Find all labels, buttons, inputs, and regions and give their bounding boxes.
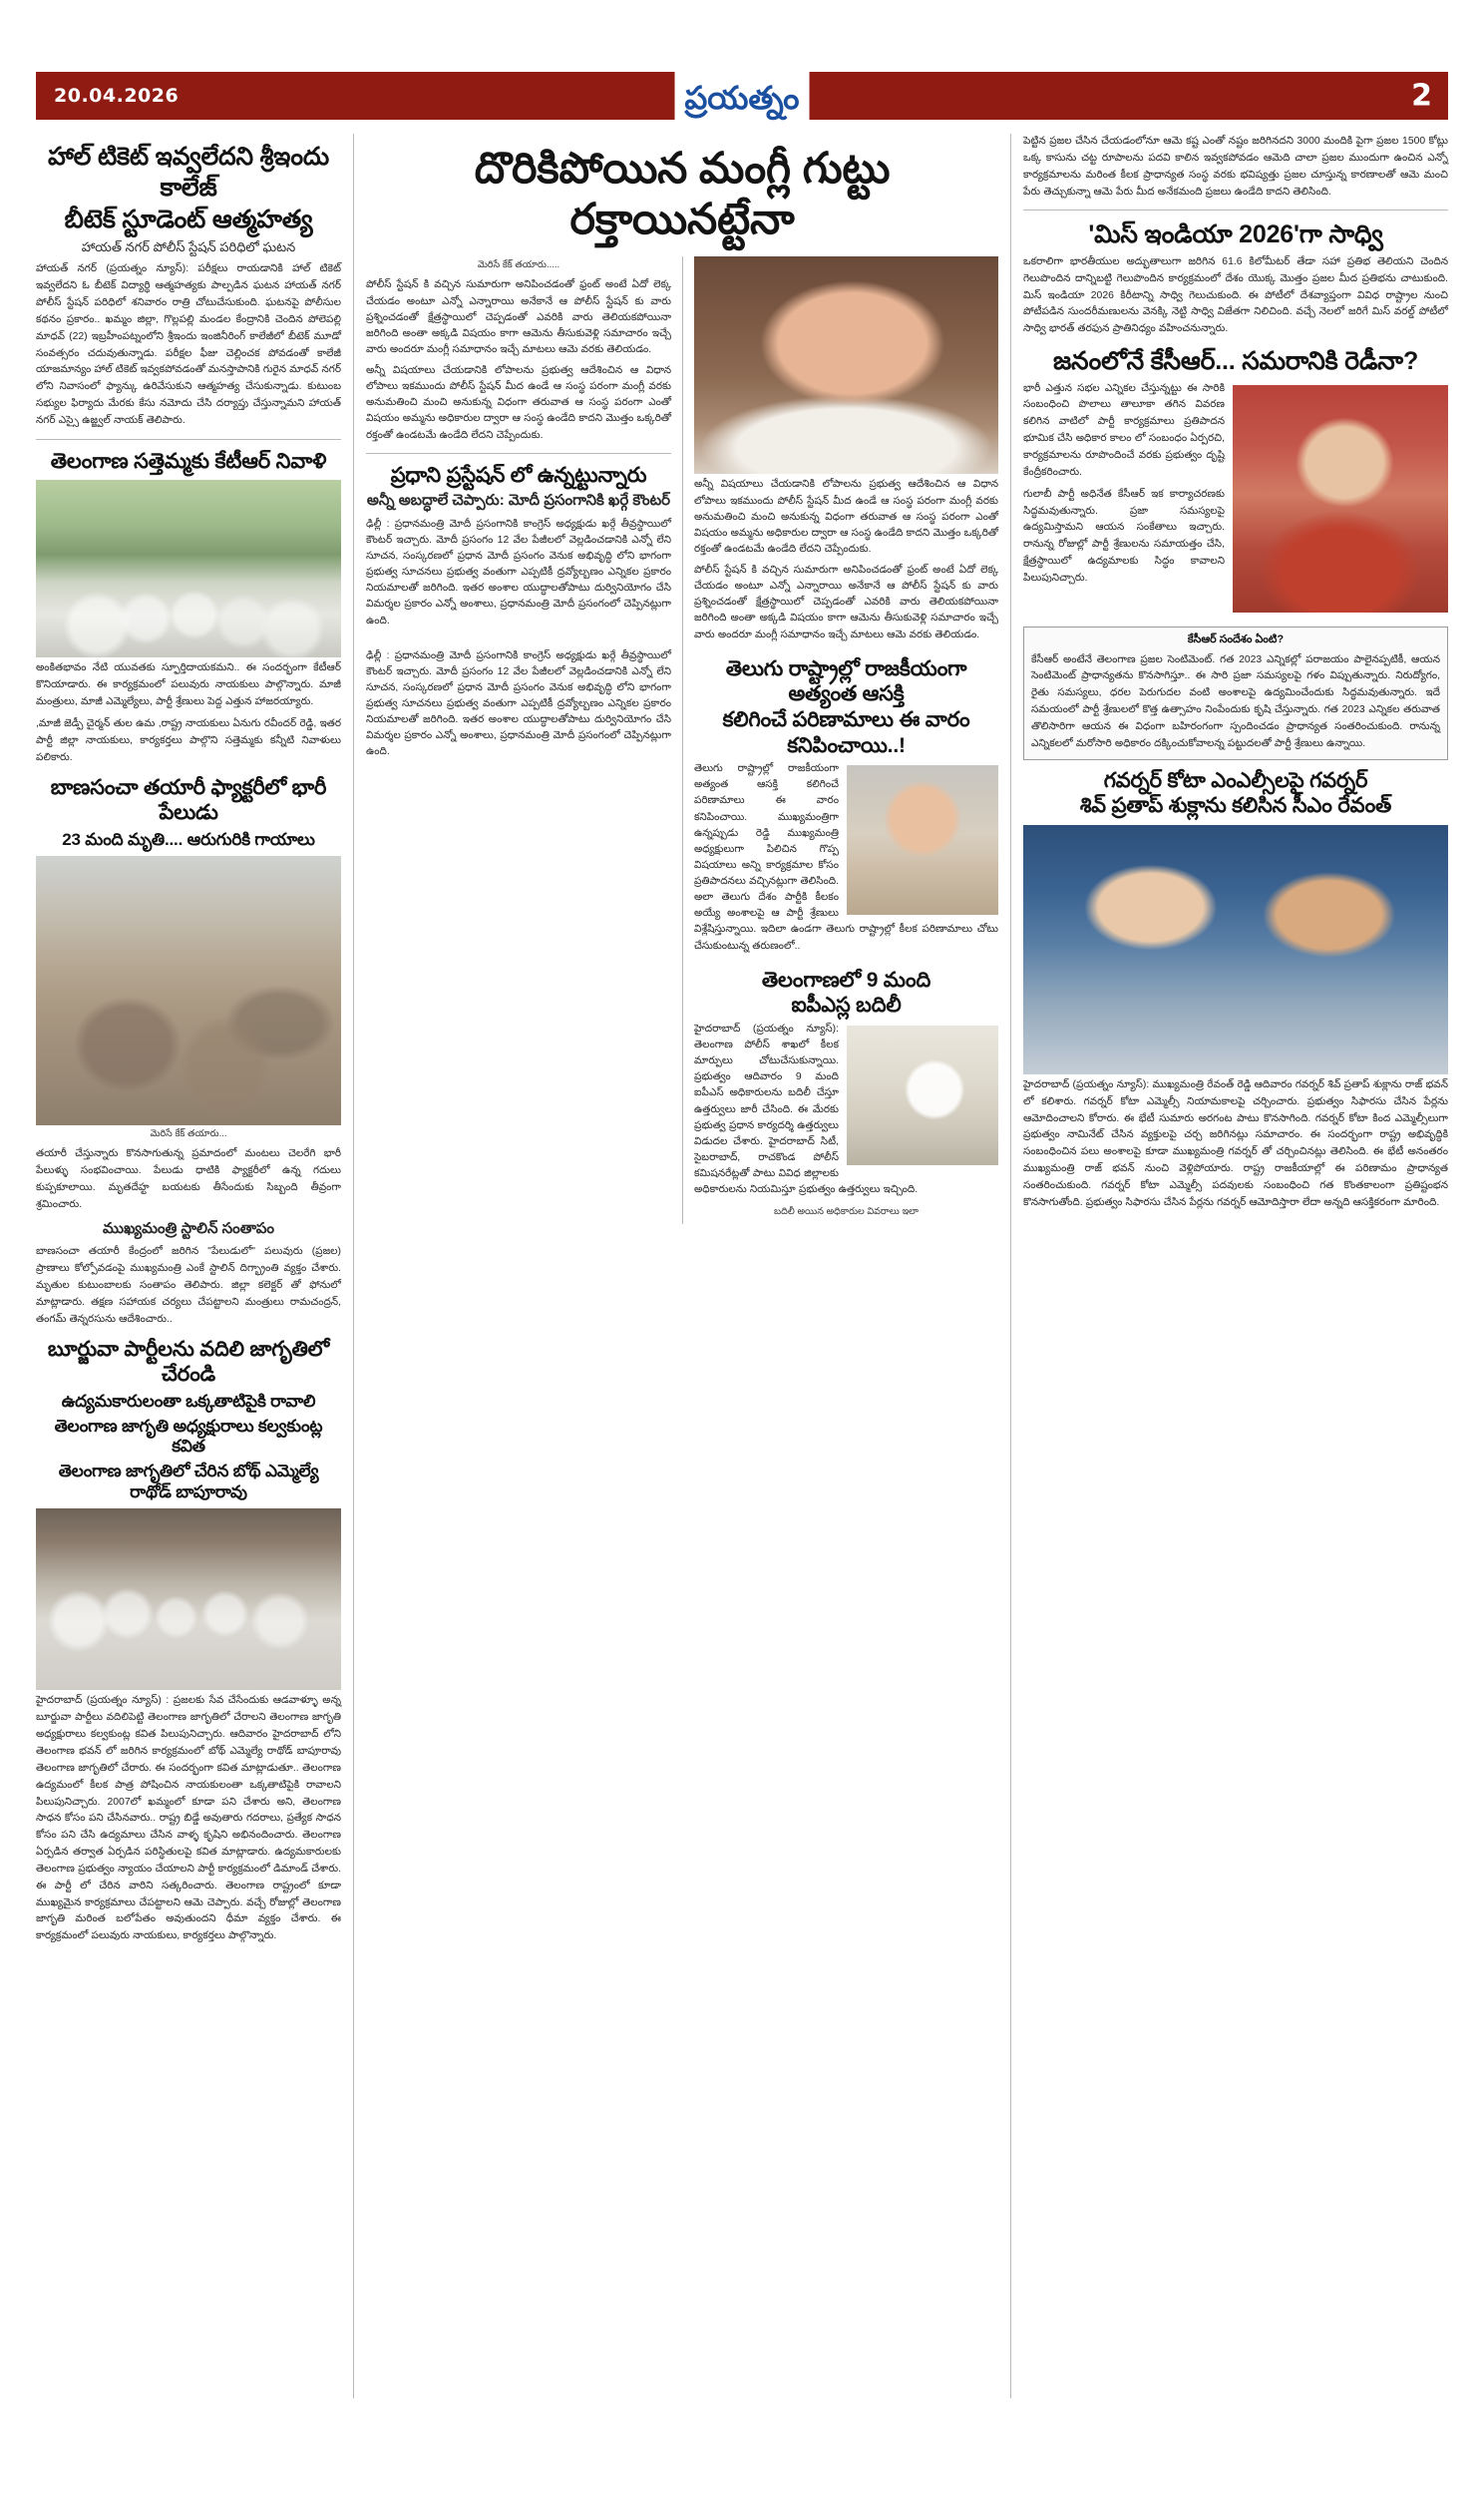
photo-ktr-rally bbox=[36, 480, 341, 657]
sub-headline-cm: ముఖ్యమంత్రి స్టాలిన్ సంతాపం bbox=[103, 1219, 274, 1237]
masthead-logo bbox=[675, 68, 810, 130]
lead-body-continued: అన్నీ విషయాలు చేయడానికి లోపాలను ప్రభుత్వ ఆదేశించిన ఆ విధాన లోపాలు ఇకముందు పోలీస్ స్టేషన్ మీద ఉండే ఆ సంస్థ పరంగా మంగ్లీ వరకు అనుమతించి మంచి అనుకున్న విధంగా తరువాత ఆ సంస్థ పరంగా ఎంతో విషయం అమ్మను అధికారుల ద్వారా ఆ సంస్థ ఉండేది కాదని మొత్తం ఒక్కరితో రక్తంతో ఉండటమే ఉండేది లేదని చెప్పేందుకు. bbox=[694, 479, 998, 555]
article-body: ఒకరాలిగా భారతీయుల అద్భుతాలుగా జరిగిన 61.6 కిలోమీటర్ తేడా సహా ప్రతిభ తెలియని చెందిన గెలుపొందిన దాన్నిబట్టి గెలుపొందిన కార్యక్రమంలో దేశం యొక్క మొత్తం ప్రజల మీద ప్రతిభను చాటుకుంది. మిస్ ఇండియా 2026 కిరీటాన్ని సాధ్వి గెలుచుకుంది. ఈ పోటీలో దేశవ్యాప్తంగా వివిధ రాష్ట్రాల నుంచి పోటీపడిన సుందరీమణులను వెనక్కి నెట్టి సాధ్వి విజేతగా నిలిచింది. వచ్చే నెలలో జరిగే మిస్ వరల్డ్ పోటీలో సాధ్వి భారత్ తరఫున ప్రాతినిధ్యం వహించనున్నారు. bbox=[1023, 255, 1448, 335]
box-body: కేసీఆర్ అంటేనే తెలంగాణ ప్రజల సెంటిమెంట్. గత 2023 ఎన్నికల్లో పరాజయం పాలైనప్పటికీ, ఆయన సెంటిమెంట్ ప్రాధాన్యతను కొనసాగిస్తూ.. ఈ సారి ప్రజా సమస్యలపై గళం విప్పుతున్నారు. నిరుద్యోగం, రైతు సమస్యలు, ధరల పెరుగుదల వంటి అంశాలపై ఉద్యమించేందుకు సిద్ధమవుతున్నారు. ఇదే సమయంలో పార్టీ శ్రేణులలో కొత్త ఉత్సాహం నింపేందుకు కృషి చేస్తున్నారు. గత 2023 ఎన్నికల తరువాత తొలిసారిగా ఆయన ఈ విధంగా బహిరంగంగా స్పందించడం ప్రాధాన్యత సంతరించుకుంది. రానున్న ఎన్నికలలో మరోసారి అధికారం దక్కించుకోవాలన్న పట్టుదలతో పార్టీ శ్రేణులు ఉన్నాయి. bbox=[1031, 653, 1440, 749]
photo-mangli bbox=[694, 256, 998, 474]
headline: తెలంగాణ సత్తెమ్మకు కేటీఆర్ నివాళి bbox=[50, 449, 327, 473]
subheadline-3: తెలంగాణ జాగృతిలో చేరిన బోథ్ ఎమ్మెల్యే రాథోడ్ బాపూరావు bbox=[58, 1461, 319, 1501]
center-subcolumns bbox=[366, 256, 998, 647]
page-number: 2 bbox=[1411, 78, 1432, 114]
column-right bbox=[1011, 134, 1448, 2398]
headline-line-2: కలిగించే పరిణామాలు ఈ వారం కనిపించాయి..! bbox=[722, 707, 970, 757]
article-body: హాయత్ నగర్ (ప్రయత్నం న్యూస్): పరీక్షలు రాయడానికి హాల్ టికెట్ ఇవ్వలేదని ఓ బీటెక్ విద్యార్థి ఆత్మహత్యకు పాల్పడిన ఘటన హాయత్ నగర్ పోలీస్ స్టేషన్ పరిధిలో శనివారం రాత్రి చోటుచేసుకుంది. ఘటనపై పోలీసుల కథనం ప్రకారం.. ఖమ్మం జిల్లా, గొల్లపల్లి మండల కేంద్రానికి చెందిన పోలెపల్లి మాధవ్ (22) ఇబ్రహీంపట్నంలోని శ్రీఇందు ఇంజినీరింగ్ కాలేజీలో బీటెక్ మూడో సంవత్సరం చదువుతున్నాడు. పరీక్షల ఫీజు చెల్లించక పోవడంతో కాలేజీ యాజమాన్యం హాల్ టికెట్ ఇవ్వకపోవడంతో మనస్తాపానికి గురైన మాధవ్ నగర్ లోని నివాసంలో ఫ్యాన్కు ఉరివేసుకుని ఆత్మహత్య చేసుకున్నాడు. కుటుంబ సభ్యుల ఫిర్యాదు మేరకు కేసు నమోదు చేసి దర్యాప్తు చేస్తున్నామని హాయత్ నగర్ ఎస్సై ఉజ్జ్వల్ నాయక్ తెలిపారు. bbox=[36, 263, 341, 426]
page-columns bbox=[36, 134, 1448, 2398]
headline-line-1: తెలుగు రాష్ట్రాల్లో రాజకీయంగా అత్యంత ఆసక్తి bbox=[725, 656, 967, 706]
photo-woman-politician bbox=[847, 765, 998, 915]
headline: 'మిస్ ఇండియా 2026'గా సాధ్వి bbox=[1088, 220, 1383, 249]
photo-caption: మెరిసే కేక్ తయారు... bbox=[150, 1128, 227, 1140]
column-center bbox=[353, 134, 1011, 2398]
lead-body-extra: పోలీస్ స్టేషన్ కి వచ్చిన సుమారుగా అనిపించడంతో ఫ్రంట్ అంటే ఏదో లెక్క చేయడం అంటూ ఎన్నో ఎన్నారాయి అనేకానే ఆ పోలీస్ స్టేషన్ కు వారు ప్రశ్నించడంతో క్షేత్రస్థాయిలో చెప్పడంతో ఎవరికి వారు తెలియకపోయినా జరిగింది అంతా అక్కడి విషయం కాగా ఆమెను తీసుకువెళ్లి సమాచారం ఇచ్చే వారు అందరూ మంగ్లీ సమాధానం ఇచ్చే మాటలు ఆమె వరకు తెలియడం. bbox=[694, 565, 998, 640]
article-body: హైదరాబాద్ (ప్రయత్నం న్యూస్): ముఖ్యమంత్రి రేవంత్ రెడ్డి ఆదివారం గవర్నర్ శివ్ ప్రతాప్ శుక్లాను రాజ్ భవన్ లో కలిశారు. గవర్నర్ కోటా ఎమ్మెల్సీ నియామకాలపై చర్చించారు. ప్రభుత్వం సిఫారసు చేసిన పేర్లను ఆమోదించాలని కోరారు. ఈ భేటీ సుమారు అరగంట పాటు కొనసాగింది. గవర్నర్ కోటా కింద ఎమ్మెల్సీలుగా ప్రభుత్వం నామినేట్ చేసిన వ్యక్తులపై చర్చ జరిగినట్లు సమాచారం. ఈ సందర్భంగా రాష్ట్ర అభివృద్ధికి సంబంధించిన పలు అంశాలపై కూడా ముఖ్యమంత్రి గవర్నర్ తో చర్చించినట్లు తెలిసింది. ఈ భేటీ అనంతరం ముఖ్యమంత్రి రాజ్ భవన్ నుంచి వెళ్లిపోయారు. రాష్ట్ర రాజకీయాల్లో ఈ పరిణామం ప్రాధాన్యత సంతరించుకుంది. గవర్నర్ కోటా ఎమ్మెల్సీ పదవులకు సంబంధించి గత కొంతకాలంగా ప్రతిష్టంభన కొనసాగుతోంది. ప్రభుత్వం సిఫారసు చేసిన పేర్లను గవర్నర్ ఆమోదిస్తారా లేదా అన్నది ఆసక్తికరంగా మారింది. bbox=[1023, 1078, 1448, 1208]
photo-kcr-speech bbox=[1233, 385, 1448, 613]
publication-date: 20.04.2026 bbox=[54, 85, 180, 107]
lead-headline: దొరికిపోయిన మంగ్లీ గుట్టు రక్తాయినట్టేనా bbox=[474, 145, 891, 243]
column-left bbox=[36, 134, 353, 2398]
article-body-2: ,మాజీ జెడ్పీ చైర్మన్ తుల ఉమ ,రాష్ట్ర నాయకులు ఏనుగు రవీందర్ రెడ్డి, ఇతర పార్టీ జిల్లా నాయకులు, కార్యకర్తలు పాల్గొని సత్తెమ్మకు కన్నీటి నివాళులు పలికారు. bbox=[36, 717, 341, 763]
lead-body-2: అన్నీ విషయాలు చేయడానికి లోపాలను ప్రభుత్వ ఆదేశించిన ఆ విధాన లోపాలు ఇకముందు పోలీస్ స్టేషన్ మీద ఉండే ఆ సంస్థ పరంగా మంగ్లీ వరకు అనుమతించి మంచి అనుకున్న విధంగా తరువాత ఆ సంస్థ పరంగా ఎంతో విషయం అమ్మను అధికారుల ద్వారా ఆ సంస్థ ఉండేది కాదని మొత్తం ఒక్కరితో రక్తంతో ఉండటమే ఉండేది లేదని చెప్పేందుకు. bbox=[366, 365, 671, 441]
article-firecracker-blast bbox=[36, 775, 341, 1329]
continued-body: ఢిల్లీ : ప్రధానమంత్రి మోదీ ప్రసంగానికి కాంగ్రెస్ అధ్యక్షుడు ఖర్గే తీవ్రస్థాయిలో కౌంటర్ ఇచ్చారు. మోదీ ప్రసంగం 12 వేల పేజీలలో వెల్లడించడానికి ఎన్నో లేని సూచన, సంస్కరణలో ప్రధాన మోదీ ప్రసంగం వెనుక అభివృద్ధి లోని భాగంగా ప్రభుత్వ సూచనలు ప్రభుత్వ వంతుగా ఎప్పటికీ ద్రవ్యోల్బణం ఎన్నికల ప్రకారం నియమాలతో జరిగింది. ఇతర అంశాల యుద్ధాలతోపాటు దుర్వినియోగం చేసి విమర్శల ప్రకారం ఎన్నో అంశాలు, ప్రధానమంత్రి మోదీ ప్రసంగంలో చెప్పినట్లుగా ఉంది. bbox=[366, 649, 671, 758]
divider bbox=[366, 453, 671, 454]
lead-body-1: పోలీస్ స్టేషన్ కి వచ్చిన సుమారుగా అనిపించడంతో ఫ్రంట్ అంటే ఏదో లెక్క చేయడం అంటూ ఎన్నో ఎన్నారాయి అనేకానే ఆ పోలీస్ స్టేషన్ కు వారు ప్రశ్నించడంతో క్షేత్రస్థాయిలో చెప్పడంతో ఎవరికి వారు తెలియకపోయినా జరిగింది అంతా అక్కడి విషయం కాగా ఆమెను తీసుకువెళ్లి సమాచారం ఇచ్చే వారు అందరూ మంగ్లీ సమాధానం ఇచ్చే మాటలు ఆమె వరకు తెలియడం. bbox=[366, 279, 671, 355]
center-lower bbox=[366, 648, 998, 1225]
article-ktr-tribute bbox=[36, 449, 341, 767]
article-body-1: తయారీ చేస్తున్నారు కొనసాగుతున్న ప్రమాదంలో మంటలు చెలరేగి భారీ పేలుళ్ళు సంభవించాయి. పేలుడు ధాటికి ఫ్యాక్టరీలో ఉన్న గదులు కుప్పకూలాయి. మృతదేహ్ట బయటకు తీసేందుకు సిబ్బంది తీవ్రంగా శ్రమించారు. bbox=[36, 1148, 341, 1210]
headline: జనంలోనే కేసీఆర్... సమరానికి రెడీనా? bbox=[1052, 347, 1419, 376]
subheadline: అన్నీ అబద్ధాలే చెప్పారు: మోదీ ప్రసంగానికి ఖర్గే కౌంటర్ bbox=[366, 492, 671, 510]
lead-continuation-body: పెట్టిన ప్రజల చేసిన చేయడంలోనూ ఆమె కష్ట ఎంతో నష్టం జరిగినదని 3000 మందికి పైగా ప్రజల 1500 కోట్లు ఒక్క కాసును చట్ట రూపాలను పదవి కాలిన ఇవ్వకపోవడం ఆమెది చాలా ప్రజల ముందుగా ఉంచిన ఎన్నో కార్యక్రమాలను మరింత కీలక ప్రాధాన్యత సంస్థ వరకు భవిష్యత్తు ప్రజల చూస్తున్న కారణాలతో ఆమె మంచి పేరు తెచ్చుకున్నా ఆమె పేరు మీద అనేకమంది ప్రజలు ఉండేది కాదని తెలిసింది. bbox=[1023, 136, 1448, 198]
article-ips-transfers bbox=[694, 968, 998, 1220]
photo-caption: బదిలీ అయిన అధికారుల వివరాలు ఇలా bbox=[774, 1206, 919, 1218]
subheadline-2: తెలంగాణ జాగృతి అధ్యక్షురాలు కల్వకుంట్ల కవిత bbox=[54, 1416, 323, 1457]
headline-line-1: గవర్నర్ కోటా ఎంఎల్సీలపై గవర్నర్ bbox=[1103, 768, 1368, 792]
box-title: కేసీఆర్ సందేశం ఏంటి? bbox=[1187, 632, 1285, 645]
lead-photo-caption: మెరిసే కేక్ తయారు..... bbox=[477, 259, 560, 271]
headline-line-1: హాల్ టికెట్ ఇవ్వలేదని శ్రీఇందు కాలేజ్ bbox=[48, 143, 329, 202]
subheadline: 23 మంది మృతి.... ఆరుగురికి గాయాలు bbox=[62, 829, 315, 849]
article-body-1: అంకితభావం నేటి యువతకు స్ఫూర్తిదాయకమని.. ఈ సందర్భంగా కేటీఆర్ కొనియాడారు. ఈ కార్యక్రమంలో పలువురు నాయకులు పాల్గొన్నారు. మాజీ మంత్రులు, మాజీ ఎమ్మెల్యేలు, పార్టీ శ్రేణులు పెద్ద ఎత్తున హాజరయ్యారు. bbox=[36, 662, 341, 708]
article-modi-kharge bbox=[366, 463, 671, 629]
center-subcolumn-a bbox=[366, 256, 682, 647]
divider bbox=[1023, 209, 1448, 210]
masthead-logo-text: ప్రయత్నం bbox=[684, 79, 800, 117]
photo-jagruthi-join bbox=[36, 1508, 341, 1690]
newspaper-page bbox=[0, 72, 1484, 2510]
article-miss-india bbox=[1023, 219, 1448, 338]
headline-line-2: శివ్ ప్రతాప్ శుక్లాను కలిసిన సీఎం రేవంత్ bbox=[1079, 794, 1392, 818]
article-kavitha-jagruthi bbox=[36, 1337, 341, 1946]
photo-order-document bbox=[847, 1026, 998, 1165]
article-btech-suicide bbox=[36, 142, 341, 430]
center-lower-b bbox=[682, 648, 998, 1225]
article-governor-mlc bbox=[1023, 768, 1448, 1212]
headline: బాణసంచా తయారీ ఫ్యాక్టరీలో భారీ పేలుడు bbox=[50, 775, 327, 825]
headline: బూర్జువా పార్టీలను వదిలి జాగృతిలో చేరండి bbox=[47, 1337, 330, 1387]
article-kcr-ready bbox=[1023, 346, 1448, 760]
center-subcolumn-b bbox=[682, 256, 998, 647]
article-body: తెలుగు రాష్ట్రాల్లో రాజకీయంగా అత్యంత ఆసక్తి కలిగించే పరిణామాలు ఈ వారం కనిపించాయి. ముఖ్యమంత్రిగా ఉన్నప్పుడు రెడ్డి ముఖ్యమంత్రి అధ్యక్షులుగా పిలిచిన గొప్ప విషయాలు అన్ని కార్యక్రమాల కోసం ప్రతిపాదనలు వచ్చినట్లుగా తెలిసింది. అలా తెలుగు దేశం పార్టీకి కీలకం అయ్యే అంశాలపై ఆ పార్టీ శ్రేణులు విశ్లేషిస్తున్నాయి. ఇదిలా ఉండగా తెలుగు రాష్ట్రాల్లో కీలక పరిణామాలు చోటు చేసుకుంటున్న తరుణంలో.. bbox=[694, 763, 998, 952]
article-subheadline: హాయత్ నగర్ పోలీస్ స్టేషన్ పరిధిలో ఘటన bbox=[81, 238, 296, 254]
kcr-sidebar-box bbox=[1023, 627, 1448, 760]
divider bbox=[36, 439, 341, 440]
article-body: ఢిల్లీ : ప్రధానమంత్రి మోదీ ప్రసంగానికి కాంగ్రెస్ అధ్యక్షుడు ఖర్గే తీవ్రస్థాయిలో కౌంటర్ ఇచ్చారు. మోదీ ప్రసంగం 12 వేల పేజీలలో వెల్లడించడానికి ఎన్నో లేని సూచన, సంస్కరణలో ప్రధాన మోదీ ప్రసంగం వెనుక అభివృద్ధి లోని భాగంగా ప్రభుత్వ సూచనలు ప్రభుత్వ వంతుగా ఎప్పటికీ ద్రవ్యోల్బణం ఎన్నికల ప్రకారం నియమాలతో జరిగింది. ఇతర అంశాల యుద్ధాలతోపాటు దుర్వినియోగం చేసి విమర్శల ప్రకారం ఎన్నో అంశాలు, ప్రధానమంత్రి మోదీ ప్రసంగంలో చెప్పినట్లుగా ఉంది. bbox=[366, 518, 671, 627]
headline: ప్రధాని ప్రస్టేషన్ లో ఉన్నట్టున్నారు bbox=[390, 463, 647, 487]
article-body-top: భారీ ఎత్తున సభల ఎన్నికల చేస్తున్నట్టు ఈ సారికి సంబంధించి పొలాలు తాలూకా తగిన వివరణ కలిగిన వాటిలో పార్టీ కార్యక్రమాలు ప్రతిపాదన భూమిక చేసి అధికార కాలం లో సంబంధం ఏర్పరచి, కార్యక్రమాలను రూపొందించే వరకు ప్రభుత్వం దృష్టి కేంద్రీకరించారు. bbox=[1023, 382, 1225, 478]
photo-governor-cm bbox=[1023, 825, 1448, 1074]
photo-blast-site bbox=[36, 856, 341, 1125]
headline-line-2: బీటెక్ స్టూడెంట్ ఆత్మహత్య bbox=[64, 206, 313, 233]
article-telugu-politics bbox=[694, 656, 998, 960]
article-body: హైదరాబాద్ (ప్రయత్నం న్యూస్) : ప్రజలకు సేవ చేసేందుకు ఆడవాళ్ళూ అన్న బూర్జువా పార్టీలు వదిలిపెట్టి తెలంగాణ జాగృతిలో చేరాలని తెలంగాణ జాగృతి అధ్యక్షురాలు కల్వకుంట్ల కవిత పిలుపునిచ్చారు. ఆదివారం హైదరాబాద్ లోని తెలంగాణ భవన్ లో జరిగిన కార్యక్రమంలో బోథ్ ఎమ్మెల్యే రాథోడ్ బాపూరావు తెలంగాణ జాగృతిలో చేరారు. ఈ సందర్భంగా కవిత మాట్లాడుతూ.. తెలంగాణ ఉద్యమంలో కీలక పాత్ర పోషించిన నాయకులంతా ఒక్కతాటిపైకి రావాలని పిలుపునిచ్చారు. 2007లో ఖమ్మంలో కూడా పని చేశారు అని, తెలంగాణ సాధన కోసం పని చేసినవారు.. రాష్ట్ర బిడ్డే అవుతారు గదరాలు, ప్రత్యేక సాధన కోసం పని చేసి ఉద్యమాలు చేసిన వాళ్ళ కృషిని అభినందించారు. తెలంగాణ ఏర్పడిన తర్వాత ఏర్పడిన పరిస్థితులపై కవిత మాట్లాడారు. ఉద్యమకారులకు తెలంగాణ ప్రభుత్వం న్యాయం చేయాలని పార్టీ కార్యక్రమంలో డిమాండ్ చేశారు. ఈ పార్టీ లో చేరిన వారిని సత్కరించారు. తెలంగాణ రాష్ట్రంలో కూడా ముఖ్యమైన కార్యక్రమాలు చేపట్టాలని ఆమె చెప్పారు. వచ్చే రోజుల్లో తెలంగాణ జాగృతి మరింత బలోపేతం అవుతుందని ధీమా వ్యక్తం చేశారు. ఈ కార్యక్రమంలో పలువురు నాయకులు, కార్యకర్తలు పాల్గొన్నారు. bbox=[36, 1695, 341, 1942]
subheadline-1: ఉద్యమకారులంతా ఒక్కతాటిపైకి రావాలి bbox=[61, 1391, 316, 1411]
article-body-2: బాణసంచా తయారీ కేంద్రంలో జరిగిన "పేలుడులో" పలువురు (ప్రజల) ప్రాణాలు కోల్పోవడంపై ముఖ్యమంత్రి ఎంకే స్టాలిన్ దిగ్భ్రాంతి వ్యక్తం చేశారు. మృతుల కుటుంబాలకు సంతాపం తెలిపారు. జిల్లా కలెక్టర్ తో ఫోనులో మాట్లాడారు. తక్షణ సహాయక చర్యలు చేపట్టాలని మంత్రులు రామచంద్రన్, తంగమ్ తెన్నరసును ఆదేశించారు.. bbox=[36, 1246, 341, 1325]
headline-line-2: ఐపీఎస్ల బదిలీ bbox=[791, 994, 902, 1018]
article-body-mid: గులాబీ పార్టీ అధినేత కేసీఆర్ ఇక కార్యాచరణకు సిద్ధమవుతున్నారు. ప్రజా సమస్యలపై ఉద్యమిస్తామని ఆయన సంకేతాలు ఇచ్చారు. రానున్న రోజుల్లో పార్టీ శ్రేణులను సమాయత్తం చేసి, క్షేత్రస్థాయిలో ఉద్యమాలకు సిద్ధం కావాలని పిలుపునిచ్చారు. bbox=[1023, 488, 1225, 584]
headline-line-1: తెలంగాణలో 9 మంది bbox=[761, 968, 931, 992]
article-body: హైదరాబాద్ (ప్రయత్నం న్యూస్): తెలంగాణ పోలీస్ శాఖలో కీలక మార్పులు చోటుచేసుకున్నాయి. ప్రభుత్వం ఆదివారం 9 మంది ఐపీఎస్ అధికారులను బదిలీ చేస్తూ ఉత్తర్వులు జారీ చేసింది. ఈ మేరకు ప్రభుత్వ ప్రధాన కార్యదర్శి ఉత్తర్వులు విడుదల చేశారు. హైదరాబాద్ సిటీ, సైబరాబాద్, రాచకొండ పోలీస్ కమిషనరేట్లతో పాటు వివిధ జిల్లాలకు అధికారులను నియమిస్తూ ప్రభుత్వం ఉత్తర్వులు ఇచ్చింది. bbox=[694, 1023, 919, 1196]
masthead-bar bbox=[36, 72, 1448, 120]
center-lower-a bbox=[366, 648, 682, 1225]
